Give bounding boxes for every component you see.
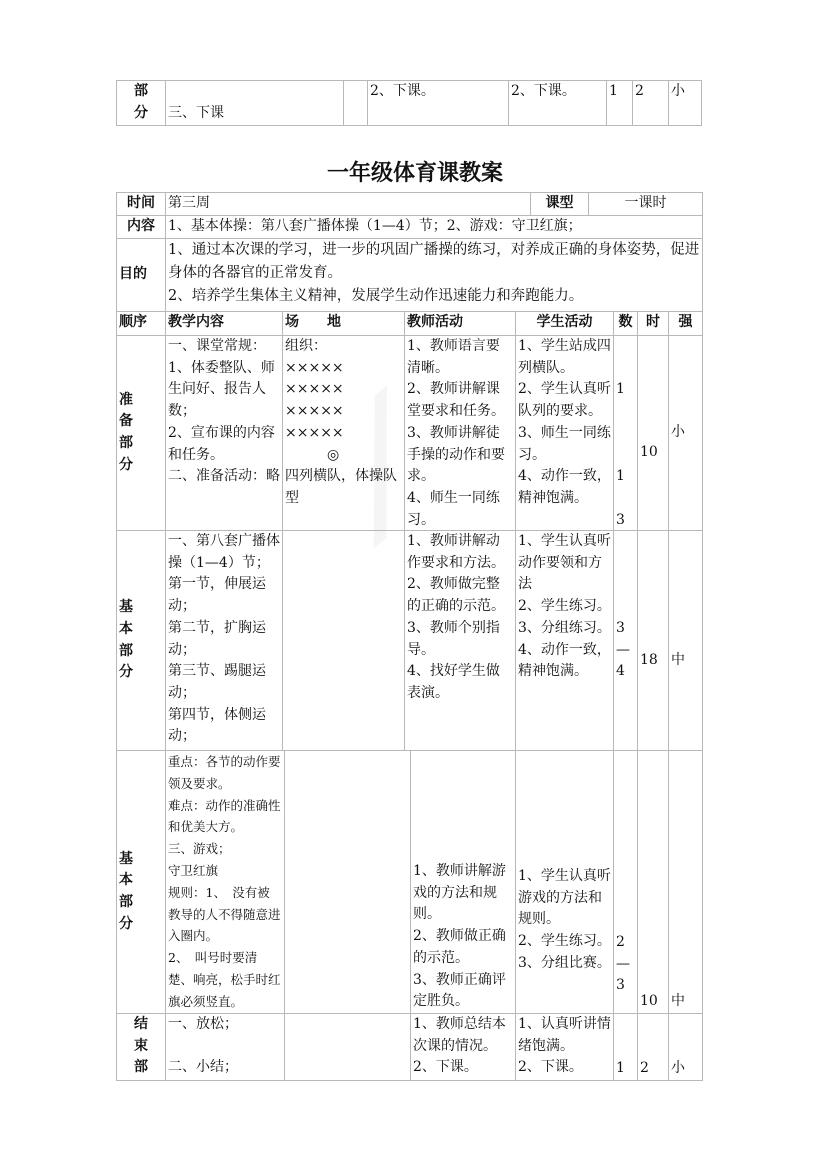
row-student: 1、学生站成四列横队。 2、学生认真听队列的要求。 3、师生一同练习。 4、动作一致，精神饱满。 [515, 335, 614, 531]
row-time: 2 [637, 1013, 669, 1081]
row-teacher: 1、教师讲解游戏的方法和规则。 2、教师做正确的示范。 3、教师正确评定胜负。 [410, 750, 516, 1014]
row-teacher: 1、教师语言要清晰。 2、教师讲解课堂要求和任务。 3、教师讲解徒手操的动作和要求。 4、师生一同练习。 [404, 335, 516, 531]
row-venue: 组织： ××××× ××××× ××××× ××××× ◎ 四列横队，体操队型 [282, 335, 405, 531]
row-student: 1、学生认真听游戏的方法和规则。 2、学生练习。 3、分组比赛。 [515, 750, 614, 1014]
row-time: 18 [637, 530, 669, 751]
header-teacher: 教师活动 [404, 311, 516, 336]
row-time: 10 [637, 750, 669, 1014]
row-count: 1 [613, 1013, 638, 1081]
row-teacher: 1、教师讲解动作要求和方法。 2、教师做完整的正确的示范。 3、教师个别指导。 4、找好学生做表演。 [404, 530, 516, 751]
prev-content: 三、下课 [165, 80, 344, 126]
row-content: 重点：各节的动作要领及要求。 难点：动作的准确性和优美大方。 三、游戏； 守卫红旗 规则：1、 没有被教导的人不得随意进入圈内。 2、 叫号时要清楚、响亮，松手时红旗必须竖直。 [165, 750, 285, 1014]
row-count: 1 1 3 [613, 335, 638, 531]
row-time: 10 [637, 335, 669, 531]
header-count: 数 [613, 311, 638, 336]
header-content: 教学内容 [165, 311, 283, 336]
header-student: 学生活动 [515, 311, 614, 336]
prev-intensity: 小 [668, 80, 702, 126]
row-venue [284, 1013, 411, 1081]
page-title: 一年级体育课教案 [326, 161, 503, 186]
time-label: 时间 [116, 192, 166, 216]
content-label: 内容 [116, 215, 166, 239]
row-section: 准 备 部 分 [116, 335, 166, 531]
prev-student: 2、下课。 [508, 80, 607, 126]
content-value: 1、基本体操：第八套广播体操（1—4）节；2、游戏：守卫红旗； [165, 215, 703, 239]
prev-time: 2 [632, 80, 669, 126]
prev-section: 部 分 [116, 80, 166, 126]
time-value: 第三周 [165, 192, 531, 216]
row-section: 结 束 部 [116, 1013, 166, 1081]
row-venue [284, 750, 411, 1014]
prev-count: 1 [606, 80, 633, 126]
type-value: 一课时 [588, 192, 703, 216]
row-intensity: 中 [668, 530, 703, 751]
goal-label: 目的 [116, 238, 166, 312]
header-intensity: 强 [668, 311, 703, 336]
row-count: 3— 4 [613, 530, 638, 751]
prev-venue [343, 80, 368, 126]
row-teacher: 1、教师总结本次课的情况。 2、下课。 [410, 1013, 516, 1081]
row-intensity: 中 [668, 750, 703, 1014]
row-section: 基 本 部 分 [116, 530, 166, 751]
row-student: 1、学生认真听动作要领和方法 2、学生练习。 3、分组练习。 4、动作一致，精神饱满。 [515, 530, 614, 751]
row-content: 一、放松； 二、小结； [165, 1013, 285, 1081]
type-label: 课型 [530, 192, 589, 216]
row-section: 基 本 部 分 [116, 750, 166, 1014]
row-count: 2— 3 [613, 750, 638, 1014]
goal-value: 1、通过本次课的学习，进一步的巩固广播操的练习，对养成正确的身体姿势，促进身体的各器官的正常发育。 2、培养学生集体主义精神，发展学生动作迅速能力和奔跑能力。 [165, 238, 703, 312]
header-venue: 场 地 [282, 311, 405, 336]
row-content: 一、第八套广播体操（1—4）节； 第一节，伸展运动； 第二节，扩胸运动； 第三节、踢腿运动； 第四节，体侧运动； [165, 530, 283, 751]
header-time: 时 [637, 311, 669, 336]
prev-teacher: 2、下课。 [367, 80, 509, 126]
row-intensity: 小 [668, 335, 703, 531]
row-venue [282, 530, 405, 751]
header-order: 顺序 [116, 311, 166, 336]
row-content: 一、课堂常规： 1、体委整队、师生问好、报告人数； 2、宣布课的内容和任务。 二、准备活动：略 [165, 335, 283, 531]
row-intensity: 小 [668, 1013, 703, 1081]
row-student: 1、认真听讲情绪饱满。 2、下课。 [515, 1013, 614, 1081]
